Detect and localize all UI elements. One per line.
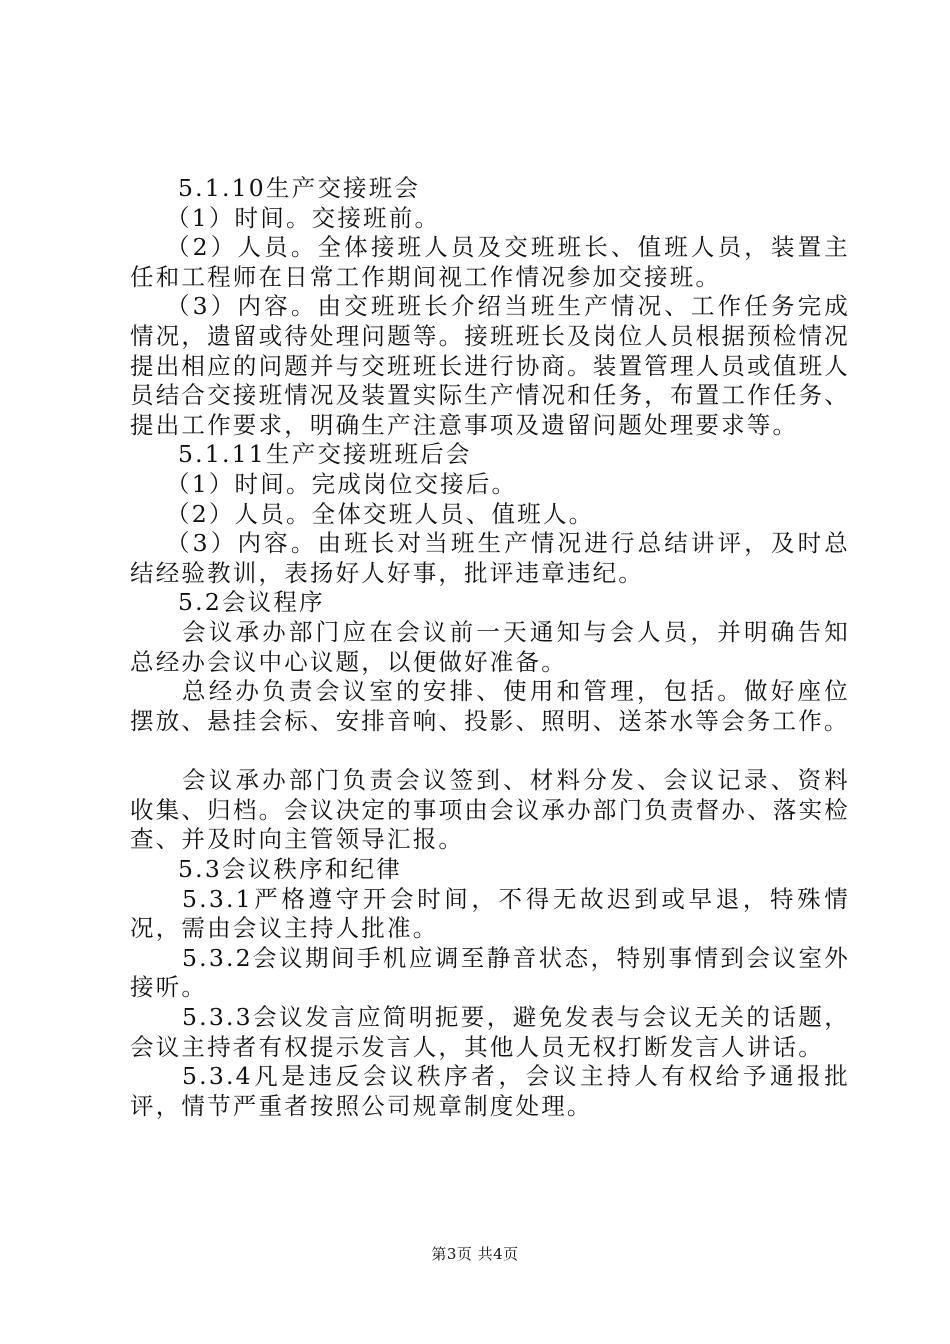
paragraph: 总经办负责会议室的安排、使用和管理，包括。做好座位摆放、悬挂会标、安排音响、投影、照明、送茶水等会务工作。 bbox=[130, 677, 850, 735]
document-body bbox=[130, 174, 850, 1121]
paragraph: （3）内容。由班长对当班生产情况进行总结讲评，及时总结经验教训，表扬好人好事，批评违章违纪。 bbox=[130, 529, 850, 587]
paragraph: 5.3.4凡是违反会议秩序者，会议主持人有权给予通报批评，情节严重者按照公司规章制度处理。 bbox=[130, 1062, 850, 1120]
paragraph: （1）时间。完成岗位交接后。 bbox=[166, 469, 518, 498]
paragraph: 会议承办部门应在会议前一天通知与会人员，并明确告知总经办会议中心议题，以便做好准备。 bbox=[130, 617, 850, 676]
section-heading-5-2: 5.2会议程序 bbox=[178, 588, 325, 617]
paragraph: （1）时间。交接班前。 bbox=[166, 203, 441, 232]
section-heading-5-1-10: 5.1.10生产交接班会 bbox=[178, 174, 421, 202]
section-heading-5-1-11: 5.1.11生产交接班班后会 bbox=[178, 440, 472, 469]
paragraph: 5.3.3会议发言应简明扼要，避免发表与会议无关的话题，会议主持者有权提示发言人，其他人员无权打断发言人讲话。 bbox=[130, 1003, 850, 1061]
section-heading-5-3: 5.3会议秩序和纪律 bbox=[178, 855, 402, 884]
blank-line bbox=[130, 736, 850, 766]
paragraph: （3）内容。由交班班长介绍当班生产情况、工作任务完成情况，遗留或待处理问题等。接班班长及岗位人员根据预检情况提出相应的问题并与交班班长进行协商。装置管理人员或值班人员结合交接班情况及装置实际生产情况和任务，布置工作任务、提出工作要求，明确生产注意事项及遗留问题处理要求等。 bbox=[130, 292, 850, 439]
paragraph: 会议承办部门负责会议签到、材料分发、会议记录、资料收集、归档。会议决定的事项由会议承办部门负责督办、落实检查、并及时向主管领导汇报。 bbox=[130, 766, 850, 854]
page-number-footer: 第3页 共4页 bbox=[431, 1245, 519, 1263]
paragraph: 5.3.2会议期间手机应调至静音状态，特别事情到会议室外接听。 bbox=[130, 943, 850, 1002]
paragraph: 5.3.1严格遵守开会时间，不得无故迟到或早退，特殊情况，需由会议主持人批准。 bbox=[130, 884, 850, 943]
paragraph: （2）人员。全体接班人员及交班班长、值班人员，装置主任和工程师在日常工作期间视工作情况参加交接班。 bbox=[130, 233, 850, 291]
paragraph: （2）人员。全体交班人员、值班人。 bbox=[166, 499, 595, 528]
